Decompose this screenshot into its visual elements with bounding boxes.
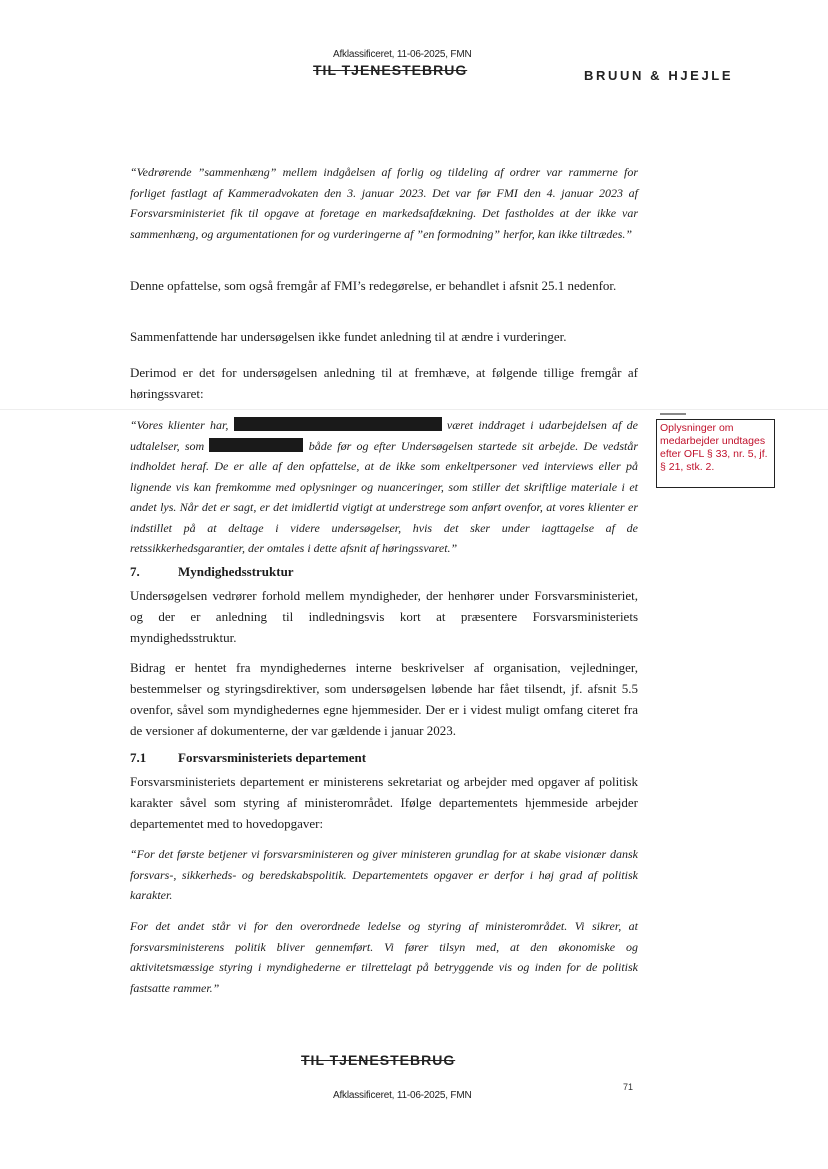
declassified-stamp-top: Afklassificeret, 11-06-2025, FMN <box>333 49 472 60</box>
section-title-7-1: Forsvarsministeriets departement <box>178 750 367 765</box>
section-number-7-1: 7.1 <box>130 750 147 765</box>
quote-block-3: “For det første betjener vi forsvarsministeren og giver ministeren grundlag for at skabe visionær dansk forsvars-, sikkerheds- og beredskabspolitik. Departementets opgaver er derfor i høj grad af politisk karakter. <box>130 847 638 902</box>
quote2-part-c: både før og efter Undersøgelsen startede sit arbejde. De vedstår indholdet heraf. De er alle af den opfattelse, at de ikke som enkeltpersoner ved interviews eller på lignende vis kan fremkomme med oplysninger og nuanceringer, som stiller det skriftlige materiale i et andet lys. Når det er sagt, er det imidlertid vigtigt at understrege som anført ovenfor, at vores klienter er indstillet på at deltage i videre undersøgelser, hvis det sker under iagttagelse af de retssikkerhedsgarantier, der omtales i dette afsnit af høringssvaret.” <box>130 438 639 555</box>
declassified-stamp-bottom: Afklassificeret, 11-06-2025, FMN <box>333 1090 472 1101</box>
quote-block-1: “Vedrørende ”sammenhæng” mellem indgåelsen af forlig og tildeling af ordrer var rammerne for forliget fastlagt af Kammeradvokaten den 3. januar 2023. Det var før FMI den 4. januar 2023 af Forsvarsministeriet fik til opgave at foretage en markedsafdækning. Det fastholdes at der ikke var sammenhæng, og argumentationen for og vurderingerne af ”en formodning” herfor, kan ikke tiltrædes.” <box>130 165 638 241</box>
quote2-part-a: “Vores klienter har, <box>130 418 229 432</box>
quote-block-2 <box>130 415 638 559</box>
page-number: 71 <box>623 1082 634 1092</box>
redaction-bar <box>234 417 442 431</box>
paragraph-4: Undersøgelsen vedrører forhold mellem myndigheder, der henhører under Forsvarsministeriet, og der er anledning til indledningsvis kort at præsentere Forsvarsministeriets myndighedsstruktur. <box>130 588 638 645</box>
margin-mark <box>660 413 686 415</box>
section-number-7: 7. <box>130 564 140 579</box>
quote-block-4: For det andet står vi for den overordnede ledelse og styring af ministerområdet. Vi sikrer, at forsvarsministerens politik bliver gennemført. Vi fører tilsyn med, at den økonomiske og aktivitetsmæssige styring i myndighederne er tilrettelagt på betryggende vis og inden for de politisk fastsatte rammer.” <box>130 919 638 995</box>
brand-logo: BRUUN & HJEJLE <box>584 68 734 83</box>
classification-marking-bottom: TIL TJENESTEBRUG <box>301 1052 456 1068</box>
scan-fold-line <box>0 409 828 410</box>
classification-marking-top: TIL TJENESTEBRUG <box>313 62 468 78</box>
section-title-7: Myndighedsstruktur <box>178 564 294 579</box>
redaction-note-box: Oplysninger om medarbejder undtages efter OFL § 33, nr. 5, jf. § 21, stk. 2. <box>656 419 775 488</box>
paragraph-6: Forsvarsministeriets departement er ministerens sekretariat og arbejder med opgaver af politisk karakter såvel som styring af ministerområdet. Ifølge departementets hjemmeside arbejder departementet med to hovedopgaver: <box>130 774 638 831</box>
paragraph-1: Denne opfattelse, som også fremgår af FMI’s redegørelse, er behandlet i afsnit 25.1 nedenfor. <box>130 278 617 293</box>
quote2-part-b: været inddraget i udarbejdelsen af de udtalelser, som <box>130 418 638 453</box>
paragraph-3: Derimod er det for undersøgelsen anledning til at fremhæve, at følgende tillige fremgår af høringssvaret: <box>130 365 638 401</box>
paragraph-2: Sammenfattende har undersøgelsen ikke fundet anledning til at ændre i vurderinger. <box>130 329 567 344</box>
paragraph-5: Bidrag er hentet fra myndighedernes interne beskrivelser af organisation, vejledninger, bestemmelser og styringsdirektiver, som undersøgelsen løbende har fået tilsendt, jf. afsnit 5.5 ovenfor, såvel som myndighedernes egne hjemmesider. Der er i videst muligt omfang citeret fra de versioner af dokumenterne, der var gældende i januar 2023. <box>130 660 638 738</box>
redaction-bar <box>209 438 303 452</box>
